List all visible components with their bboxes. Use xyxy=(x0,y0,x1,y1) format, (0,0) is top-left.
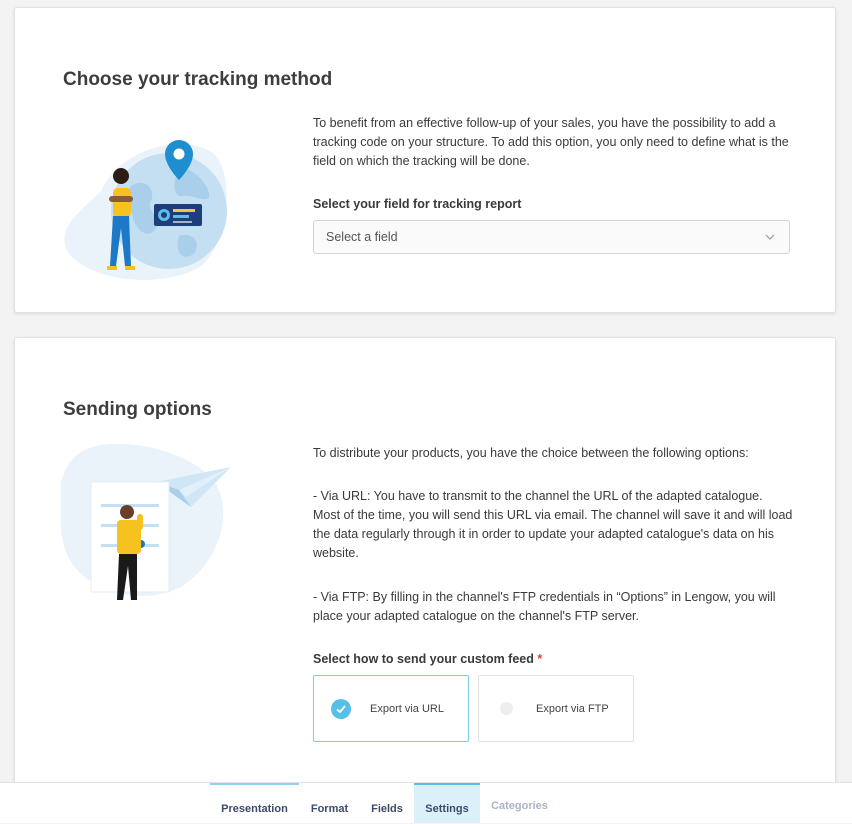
globe-location-icon xyxy=(61,136,231,286)
globe-location-illustration xyxy=(61,136,231,291)
sending-title: Sending options xyxy=(63,399,212,420)
chevron-down-icon xyxy=(765,231,775,241)
paper-plane-icon xyxy=(61,442,241,612)
export-via-url-label: Export via URL xyxy=(370,702,444,715)
sending-via-url-text: - Via URL: You have to transmit to the channel the URL of the adapted catalogue. Most of the time, you will send this URL via email. The channel will save it and will load the data regularly through it in order to update your adapted catalogue's data on his website. xyxy=(313,489,793,560)
bottom-step-nav xyxy=(0,782,852,823)
tracking-description: To benefit from an effective follow-up of your sales, you have the possibility to add a tracking code on your structure. To add this option, you only need to define what is the field on which the tracking will be done. xyxy=(313,116,789,168)
sending-field-label: Select how to send your custom feed * xyxy=(313,652,543,666)
radio-empty-icon xyxy=(500,702,513,715)
tracking-field-select[interactable] xyxy=(313,220,790,254)
tracking-select-value: Select a field xyxy=(326,230,398,244)
tab-fields[interactable]: Fields xyxy=(371,802,403,815)
export-via-ftp-label: Export via FTP xyxy=(536,702,609,715)
export-via-url-option[interactable] xyxy=(313,675,469,742)
check-icon xyxy=(331,699,351,719)
sending-options-card xyxy=(14,337,836,807)
tab-format[interactable]: Format xyxy=(310,802,349,815)
export-via-ftp-option[interactable] xyxy=(478,675,634,742)
sending-intro: To distribute your products, you have the choice between the following options: xyxy=(313,446,749,460)
tracking-title: Choose your tracking method xyxy=(63,69,333,90)
tab-presentation[interactable]: Presentation xyxy=(210,783,299,823)
tab-categories: Categories xyxy=(491,800,548,812)
tracking-card xyxy=(14,7,836,313)
paper-plane-illustration xyxy=(61,442,241,617)
tab-settings[interactable]: Settings xyxy=(414,783,480,823)
tracking-field-label: Select your field for tracking report xyxy=(313,197,522,211)
required-mark: * xyxy=(537,652,543,666)
sending-via-ftp-text: - Via FTP: By filling in the channel's FTP credentials in “Options” in Lengow, you will place your adapted catalogue on the channel's FTP server. xyxy=(313,590,776,623)
